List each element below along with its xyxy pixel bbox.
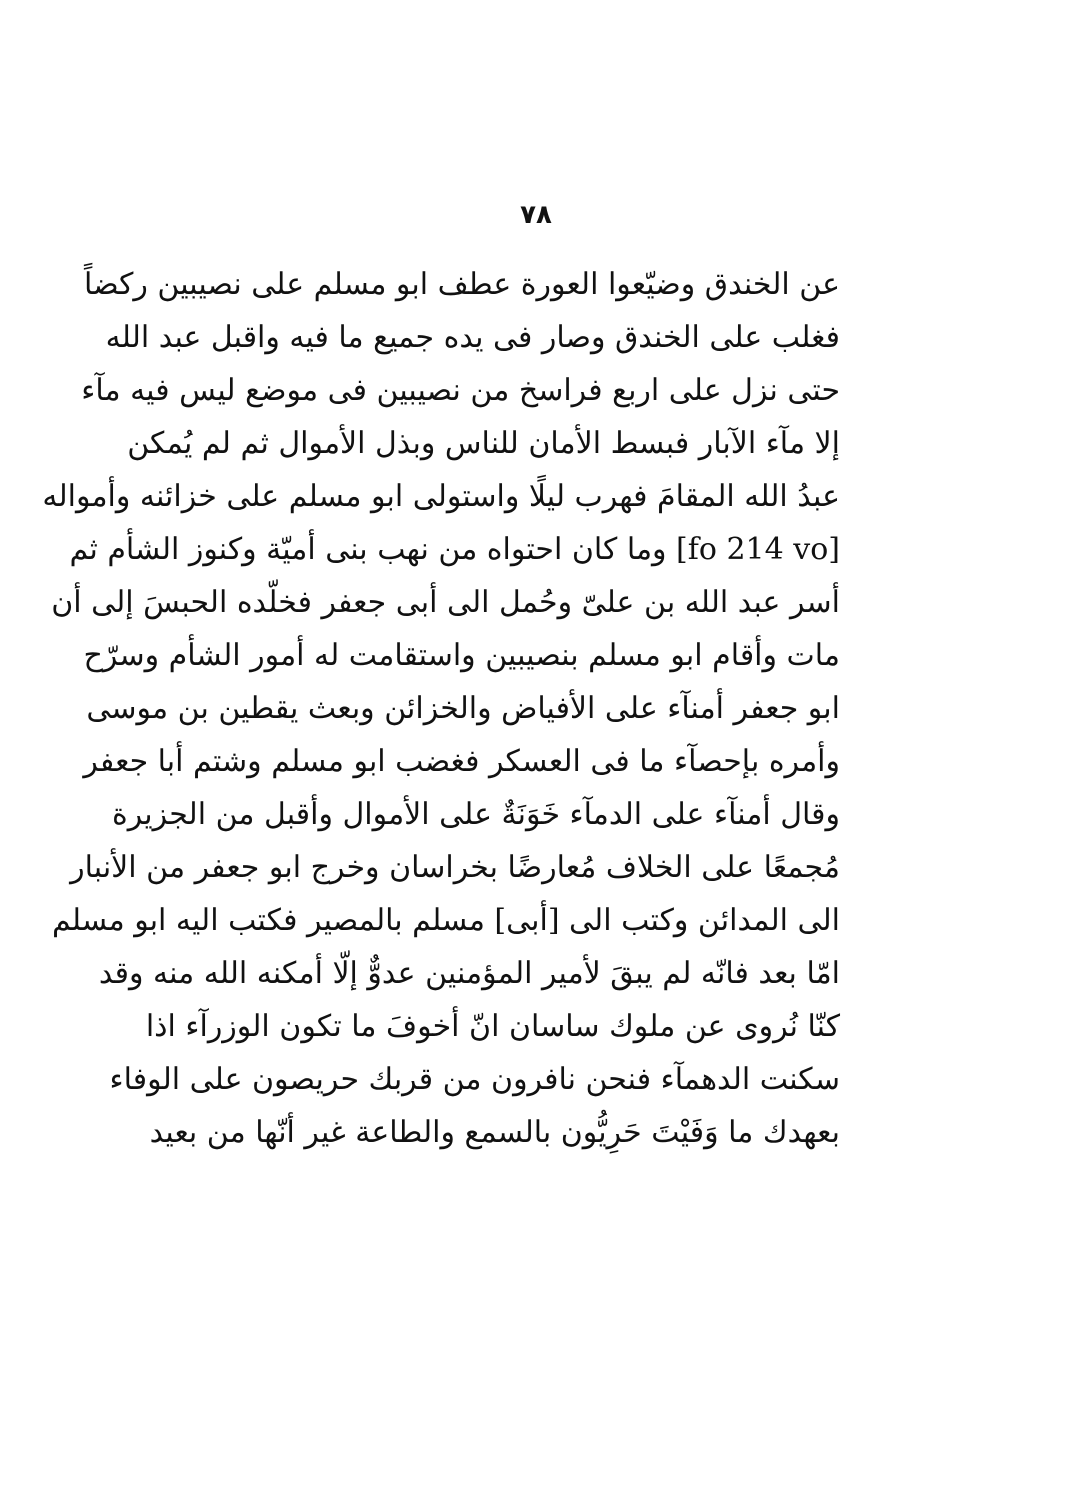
text-line: وأمره بإحصآء ما فى العسكر فغضب ابو مسلم وشتم أبا جعفر — [83, 744, 840, 779]
page-number: ٧٨ — [520, 200, 552, 230]
text-line: أسر عبد الله بن علىّ وحُمل الى أبى جعفر فخلّده الحبسَ إلى أن — [51, 585, 840, 620]
text-line: عن الخندق وضيّعوا العورة عطف ابو مسلم على نصيبين ركضاً — [83, 267, 840, 302]
text-line: كنّا نُروى عن ملوك ساسان انّ أخوفَ ما تكون الوزرآء اذا — [145, 1009, 840, 1044]
body-text — [42, 258, 840, 1159]
text-line: سكنت الدهمآء فنحن نافرون من قربك حريصون على الوفاء — [109, 1062, 840, 1097]
text-line: [fo 214 vo] وما كان احتواه من نهب بنى أميّة وكنوز الشأم ثم — [69, 532, 840, 567]
text-line: مُجمعًا على الخلاف مُعارضًا بخراسان وخرج ابو جعفر من الأنبار — [70, 850, 840, 885]
text-line: ابو جعفر أمنآء على الأفياض والخزائن وبعث يقطين بن موسى — [86, 691, 840, 726]
text-line: الى المدائن وكتب الى [أبى] مسلم بالمصير فكتب اليه ابو مسلم — [51, 903, 840, 938]
text-line: وقال أمنآء على الدمآء خَوَنَةٌ على الأموال وأقبل من الجزيرة — [112, 797, 840, 832]
text-line: إلا مآء الآبار فبسط الأمان للناس وبذل الأموال ثم لم يُمكن — [127, 426, 840, 461]
text-line: مات وأقام ابو مسلم بنصيبين واستقامت له أمور الشأم وسرّح — [83, 638, 840, 673]
text-line: بعهدك ما وَفَيْتَ حَرِيُّون بالسمع والطاعة غير أنّها من بعيد — [149, 1115, 840, 1150]
text-line: عبدُ الله المقامَ فهرب ليلًا واستولى ابو مسلم على خزائنه وأمواله — [42, 479, 840, 514]
text-line: حتى نزل على اربع فراسخ من نصيبين فى موضع ليس فيه مآء — [81, 373, 840, 408]
text-line: فغلب على الخندق وصار فى يده جميع ما فيه واقبل عبد الله — [105, 320, 840, 355]
text-line: امّا بعد فانّه لم يبقَ لأمير المؤمنين عدوٌّ إلّا أمكنه الله منه وقد — [98, 956, 840, 991]
